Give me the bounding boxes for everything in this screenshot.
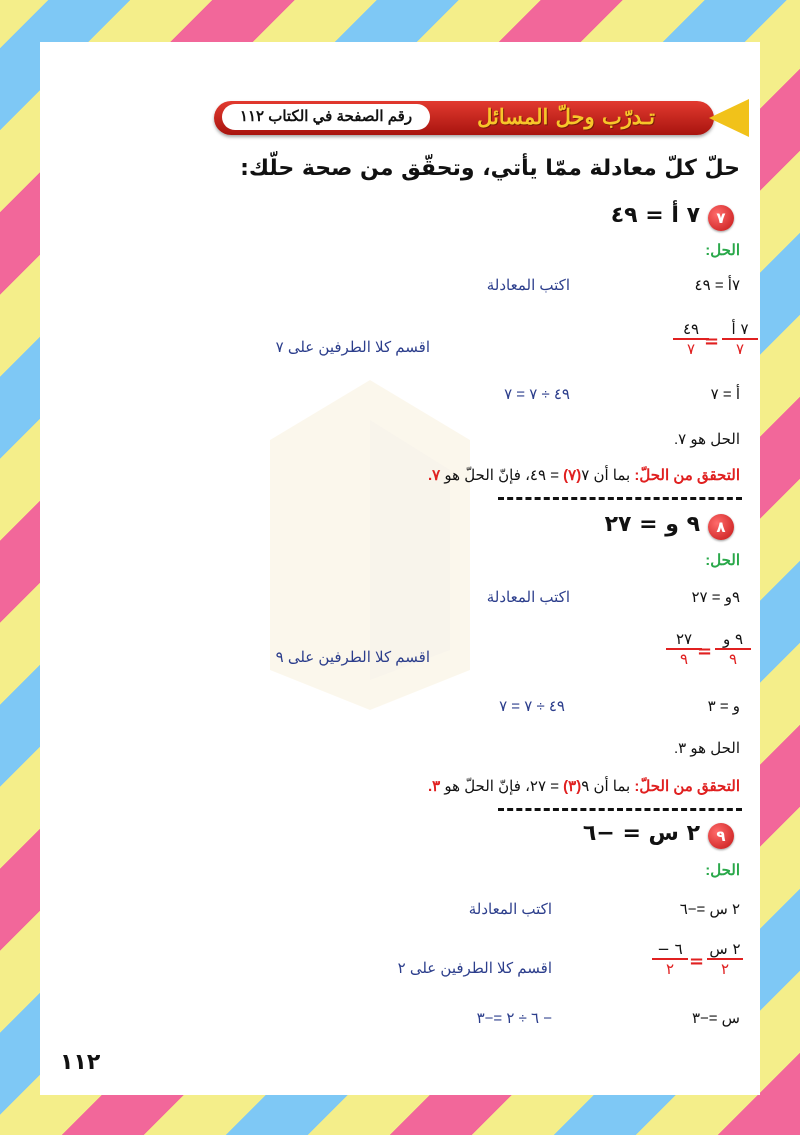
equals-sign: = — [697, 641, 713, 662]
page-number: ١١٢ — [60, 1050, 101, 1075]
step-equation: و = ٣ — [707, 698, 740, 715]
step-note: اكتب المعادلة — [468, 901, 552, 918]
divider — [498, 808, 742, 811]
check-label: التحقق من الحلّ: — [634, 778, 740, 795]
step-note: اكتب المعادلة — [486, 589, 570, 606]
check-value: (٣) — [563, 778, 582, 795]
problem-number-badge: ٨ — [708, 514, 734, 540]
check-result: ٧. — [427, 467, 441, 484]
fraction-numerator: ٢٧ — [675, 630, 693, 648]
check-result: ٣. — [427, 778, 441, 795]
step-equation: ٧أ = ٤٩ — [694, 277, 740, 294]
step-note: اقسم كلا الطرفين على ٧ — [275, 339, 430, 356]
solution-label: الحل: — [705, 862, 740, 879]
check-text: بما أن ٩ — [581, 778, 635, 795]
fraction-denominator: ٩ — [666, 648, 702, 668]
fraction-numerator: ٧ أ — [731, 320, 749, 338]
step-note: اكتب المعادلة — [486, 277, 570, 294]
fraction-denominator: ٢ — [652, 958, 688, 978]
check-value: (٧) — [563, 467, 582, 484]
fraction-right — [652, 940, 688, 978]
step-equation: ٩و = ٢٧ — [691, 589, 740, 606]
fraction-left — [722, 320, 758, 358]
problem-number-badge: ٧ — [708, 205, 734, 231]
divider — [498, 497, 742, 500]
problem-statement: ٩ و = ٢٧ — [604, 512, 700, 537]
section-title: تـدرّب وحلّ المسائل — [477, 104, 655, 129]
step-equation: ٢ س =−٦ — [679, 901, 740, 918]
fraction-denominator: ٧ — [722, 338, 758, 358]
solution-label: الحل: — [705, 242, 740, 259]
fraction-numerator: ٤٩ — [682, 320, 700, 338]
fraction-denominator: ٢ — [707, 958, 743, 978]
fraction-numerator: ٢ س — [709, 940, 741, 958]
step-equation: أ = ٧ — [710, 386, 740, 403]
answer-text: الحل هو ٣. — [673, 740, 740, 757]
step-note: ٤٩ ÷ ٧ = ٧ — [499, 698, 565, 715]
problem-statement: ٢ س = −٦ — [582, 821, 700, 846]
ribbon-arrow-icon — [709, 99, 749, 137]
step-note: ٤٩ ÷ ٧ = ٧ — [504, 386, 570, 403]
equals-sign: = — [689, 951, 705, 972]
check-line — [428, 466, 740, 484]
fraction-denominator: ٧ — [673, 338, 709, 358]
equals-sign: = — [704, 331, 720, 352]
problem-statement: ٧ أ = ٤٩ — [610, 203, 700, 228]
step-note: اقسم كلا الطرفين على ٩ — [275, 649, 430, 666]
book-page-reference: رقم الصفحة في الكتاب ١١٢ — [222, 104, 430, 130]
fraction-numerator: − ٦ — [657, 940, 683, 958]
fraction-left — [715, 630, 751, 668]
check-text: بما أن ٧ — [581, 467, 635, 484]
step-note: اقسم كلا الطرفين على ٢ — [397, 960, 552, 977]
step-note: − ٦ ÷ ٢ =−٣ — [476, 1010, 552, 1027]
fraction-numerator: ٩ و — [722, 630, 744, 648]
check-text: = ٤٩، فإنّ الحلّ هو — [440, 467, 564, 484]
section-ribbon — [214, 99, 749, 137]
solution-label: الحل: — [705, 552, 740, 569]
check-label: التحقق من الحلّ: — [634, 467, 740, 484]
fraction-denominator: ٩ — [715, 648, 751, 668]
step-equation: س =−٣ — [691, 1010, 740, 1027]
problem-number-badge: ٩ — [708, 823, 734, 849]
fraction-left — [707, 940, 743, 978]
instruction-text: حلّ كلّ معادلة ممّا يأتي، وتحقّق من صحة حلّك: — [240, 156, 740, 181]
check-line — [428, 777, 740, 795]
check-text: = ٢٧، فإنّ الحلّ هو — [440, 778, 564, 795]
answer-text: الحل هو ٧. — [673, 431, 740, 448]
